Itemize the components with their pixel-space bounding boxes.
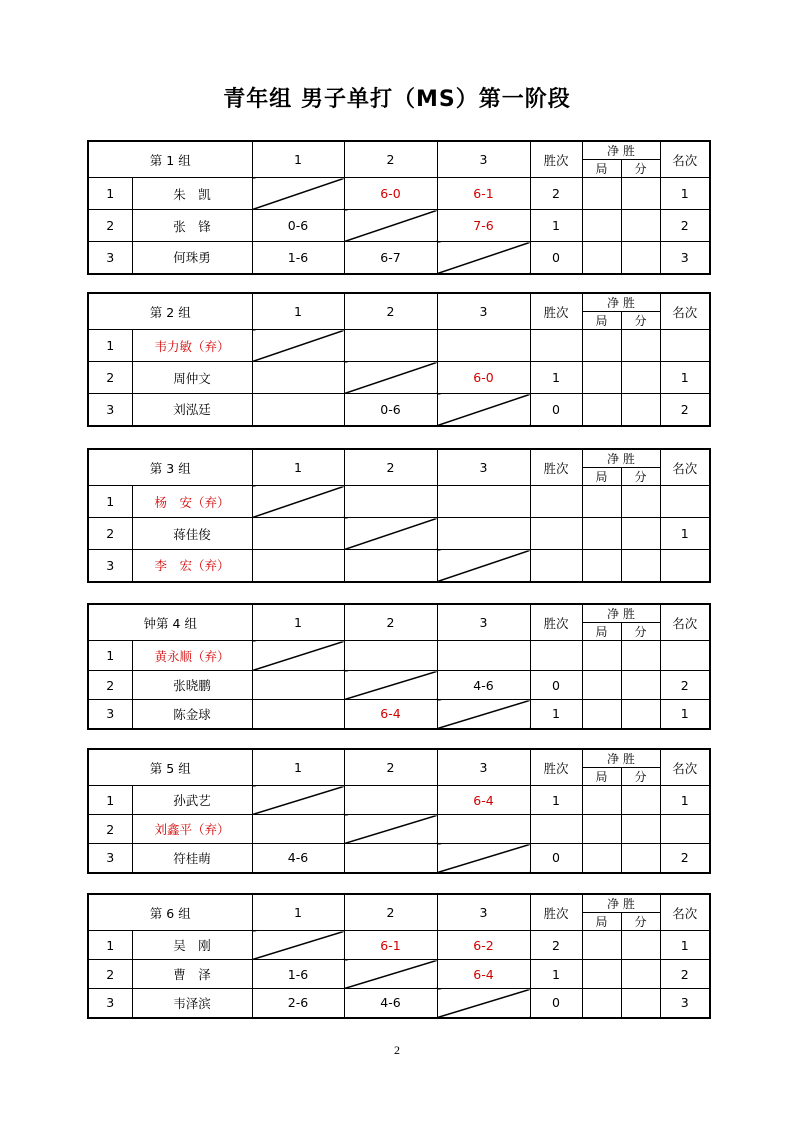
wins-cell [530,641,582,671]
rank-cell: 2 [660,394,710,426]
seed-number: 3 [88,700,132,729]
column-header-3: 3 [437,894,530,931]
rank-cell [660,330,710,362]
column-header-1: 1 [252,894,344,931]
net-games-header: 局 [582,623,621,641]
wins-cell: 0 [530,844,582,873]
seed-number: 3 [88,844,132,873]
self-match-cell [252,330,344,362]
wins-cell: 2 [530,931,582,960]
net-points-header: 分 [621,160,660,178]
group-table [87,748,711,874]
column-header-2: 2 [344,449,437,486]
rank-cell: 2 [660,844,710,873]
net-header: 净 胜 [582,293,660,312]
column-header-3: 3 [437,293,530,330]
table-row [88,394,710,426]
net-games-header: 局 [582,768,621,786]
net-points-cell [621,844,660,873]
net-points-cell [621,210,660,242]
player-name: 李 宏（弃） [132,550,252,582]
net-games-cell [582,641,621,671]
player-name: 韦力敏（弃） [132,330,252,362]
wins-cell [530,330,582,362]
rank-header: 名次 [660,749,710,786]
match-score: 6-0 [344,178,437,210]
player-name: 吴 刚 [132,931,252,960]
rank-cell: 2 [660,671,710,700]
player-name: 孙武艺 [132,786,252,815]
seed-number: 3 [88,394,132,426]
seed-number: 1 [88,786,132,815]
net-games-cell [582,989,621,1018]
net-points-header: 分 [621,468,660,486]
rank-header: 名次 [660,449,710,486]
table-row [88,815,710,844]
self-match-cell [344,815,437,844]
net-games-cell [582,815,621,844]
self-match-cell [437,242,530,274]
table-row [88,210,710,242]
rank-cell: 1 [660,786,710,815]
self-match-cell [344,362,437,394]
table-row [88,960,710,989]
seed-number: 3 [88,242,132,274]
rank-cell: 1 [660,362,710,394]
table-row [88,989,710,1018]
rank-cell: 1 [660,700,710,729]
net-games-cell [582,550,621,582]
self-match-cell [344,210,437,242]
seed-number: 2 [88,960,132,989]
group-table [87,292,711,427]
self-match-cell [252,641,344,671]
player-name: 张 锋 [132,210,252,242]
net-games-header: 局 [582,913,621,931]
wins-header: 胜次 [530,141,582,178]
match-score [437,486,530,518]
net-points-cell [621,242,660,274]
column-header-2: 2 [344,141,437,178]
net-games-cell [582,844,621,873]
match-score [437,641,530,671]
net-games-cell [582,210,621,242]
net-points-cell [621,362,660,394]
column-header-2: 2 [344,749,437,786]
net-games-cell [582,362,621,394]
net-points-cell [621,330,660,362]
column-header-3: 3 [437,449,530,486]
match-score: 6-4 [437,960,530,989]
self-match-cell [437,989,530,1018]
net-points-cell [621,700,660,729]
match-score: 6-0 [437,362,530,394]
net-header: 净 胜 [582,894,660,913]
table-row [88,786,710,815]
self-match-cell [252,931,344,960]
group-table [87,603,711,730]
player-name: 朱 凯 [132,178,252,210]
player-name: 何珠勇 [132,242,252,274]
group-table [87,448,711,583]
match-score: 1-6 [252,242,344,274]
group-name: 第 3 组 [88,449,252,486]
player-name: 张晓鹏 [132,671,252,700]
match-score: 1-6 [252,960,344,989]
net-points-cell [621,931,660,960]
table-row [88,518,710,550]
rank-cell: 1 [660,178,710,210]
player-name: 蒋佳俊 [132,518,252,550]
player-name: 韦泽滨 [132,989,252,1018]
wins-header: 胜次 [530,894,582,931]
match-score [344,641,437,671]
net-games-cell [582,700,621,729]
wins-cell: 0 [530,989,582,1018]
column-header-2: 2 [344,293,437,330]
seed-number: 3 [88,989,132,1018]
net-points-header: 分 [621,913,660,931]
net-points-cell [621,960,660,989]
rank-cell: 2 [660,210,710,242]
column-header-1: 1 [252,604,344,641]
seed-number: 2 [88,210,132,242]
net-games-cell [582,394,621,426]
group-name: 第 5 组 [88,749,252,786]
seed-number: 1 [88,178,132,210]
rank-cell: 1 [660,931,710,960]
net-games-cell [582,178,621,210]
column-header-2: 2 [344,894,437,931]
wins-cell: 0 [530,671,582,700]
rank-cell: 3 [660,989,710,1018]
net-header: 净 胜 [582,604,660,623]
match-score: 6-4 [437,786,530,815]
column-header-1: 1 [252,749,344,786]
seed-number: 2 [88,518,132,550]
self-match-cell [344,518,437,550]
net-points-cell [621,815,660,844]
match-score [344,550,437,582]
match-score: 6-2 [437,931,530,960]
match-score [437,815,530,844]
seed-number: 1 [88,641,132,671]
group-table [87,893,711,1019]
table-row [88,931,710,960]
match-score: 6-1 [437,178,530,210]
wins-cell [530,815,582,844]
page-title: 青年组 男子单打（MS）第一阶段 [223,87,571,112]
match-score [437,518,530,550]
match-score [344,786,437,815]
match-score [344,330,437,362]
wins-cell [530,518,582,550]
column-header-3: 3 [437,141,530,178]
rank-header: 名次 [660,141,710,178]
wins-header: 胜次 [530,293,582,330]
self-match-cell [252,786,344,815]
match-score [252,362,344,394]
net-games-header: 局 [582,160,621,178]
wins-cell: 1 [530,210,582,242]
group-name: 第 1 组 [88,141,252,178]
wins-cell: 2 [530,178,582,210]
seed-number: 2 [88,815,132,844]
rank-header: 名次 [660,894,710,931]
player-name: 曹 泽 [132,960,252,989]
match-score [252,815,344,844]
match-score: 2-6 [252,989,344,1018]
net-games-header: 局 [582,468,621,486]
table-row [88,178,710,210]
match-score: 4-6 [252,844,344,873]
net-games-cell [582,786,621,815]
column-header-3: 3 [437,749,530,786]
rank-cell: 3 [660,242,710,274]
net-points-cell [621,550,660,582]
net-points-cell [621,518,660,550]
match-score: 6-1 [344,931,437,960]
wins-cell: 1 [530,786,582,815]
net-points-header: 分 [621,623,660,641]
wins-cell: 1 [530,700,582,729]
net-header: 净 胜 [582,141,660,160]
match-score: 0-6 [344,394,437,426]
group-table [87,140,711,275]
rank-cell [660,641,710,671]
table-row [88,700,710,729]
group-name: 第 6 组 [88,894,252,931]
table-row [88,362,710,394]
wins-cell: 1 [530,960,582,989]
wins-header: 胜次 [530,749,582,786]
net-points-header: 分 [621,768,660,786]
rank-cell: 1 [660,518,710,550]
match-score: 6-7 [344,242,437,274]
table-row [88,486,710,518]
wins-cell [530,486,582,518]
match-score [252,671,344,700]
wins-header: 胜次 [530,449,582,486]
group-name: 第 2 组 [88,293,252,330]
wins-cell: 0 [530,242,582,274]
player-name: 杨 安（弃） [132,486,252,518]
page-number: 2 [394,1043,400,1057]
column-header-1: 1 [252,293,344,330]
match-score: 7-6 [437,210,530,242]
rank-cell [660,486,710,518]
rank-cell [660,815,710,844]
match-score: 6-4 [344,700,437,729]
group-name: 钟第 4 组 [88,604,252,641]
match-score: 4-6 [437,671,530,700]
net-points-cell [621,786,660,815]
column-header-1: 1 [252,449,344,486]
rank-header: 名次 [660,604,710,641]
self-match-cell [344,671,437,700]
column-header-3: 3 [437,604,530,641]
net-points-cell [621,394,660,426]
column-header-2: 2 [344,604,437,641]
seed-number: 3 [88,550,132,582]
match-score [344,844,437,873]
match-score [437,330,530,362]
net-points-cell [621,671,660,700]
self-match-cell [437,844,530,873]
player-name: 陈金球 [132,700,252,729]
net-games-cell [582,931,621,960]
player-name: 刘鑫平（弃） [132,815,252,844]
rank-header: 名次 [660,293,710,330]
match-score: 0-6 [252,210,344,242]
net-games-cell [582,960,621,989]
match-score [252,700,344,729]
net-games-cell [582,486,621,518]
self-match-cell [437,550,530,582]
match-score [252,518,344,550]
wins-cell [530,550,582,582]
seed-number: 2 [88,671,132,700]
seed-number: 1 [88,486,132,518]
net-points-cell [621,989,660,1018]
wins-header: 胜次 [530,604,582,641]
net-points-cell [621,178,660,210]
wins-cell: 0 [530,394,582,426]
net-points-cell [621,641,660,671]
seed-number: 2 [88,362,132,394]
player-name: 符桂萌 [132,844,252,873]
match-score [252,394,344,426]
rank-cell [660,550,710,582]
net-header: 净 胜 [582,449,660,468]
net-games-cell [582,518,621,550]
self-match-cell [252,178,344,210]
self-match-cell [437,700,530,729]
rank-cell: 2 [660,960,710,989]
match-score [252,550,344,582]
seed-number: 1 [88,931,132,960]
self-match-cell [344,960,437,989]
net-games-cell [582,330,621,362]
table-row [88,242,710,274]
match-score: 4-6 [344,989,437,1018]
column-header-1: 1 [252,141,344,178]
table-row [88,330,710,362]
player-name: 刘泓廷 [132,394,252,426]
net-points-header: 分 [621,312,660,330]
player-name: 周仲文 [132,362,252,394]
table-row [88,844,710,873]
table-row [88,641,710,671]
net-points-cell [621,486,660,518]
seed-number: 1 [88,330,132,362]
net-header: 净 胜 [582,749,660,768]
match-score [344,486,437,518]
net-games-cell [582,671,621,700]
self-match-cell [437,394,530,426]
net-games-cell [582,242,621,274]
player-name: 黄永顺（弃） [132,641,252,671]
table-row [88,550,710,582]
wins-cell: 1 [530,362,582,394]
table-row [88,671,710,700]
self-match-cell [252,486,344,518]
net-games-header: 局 [582,312,621,330]
